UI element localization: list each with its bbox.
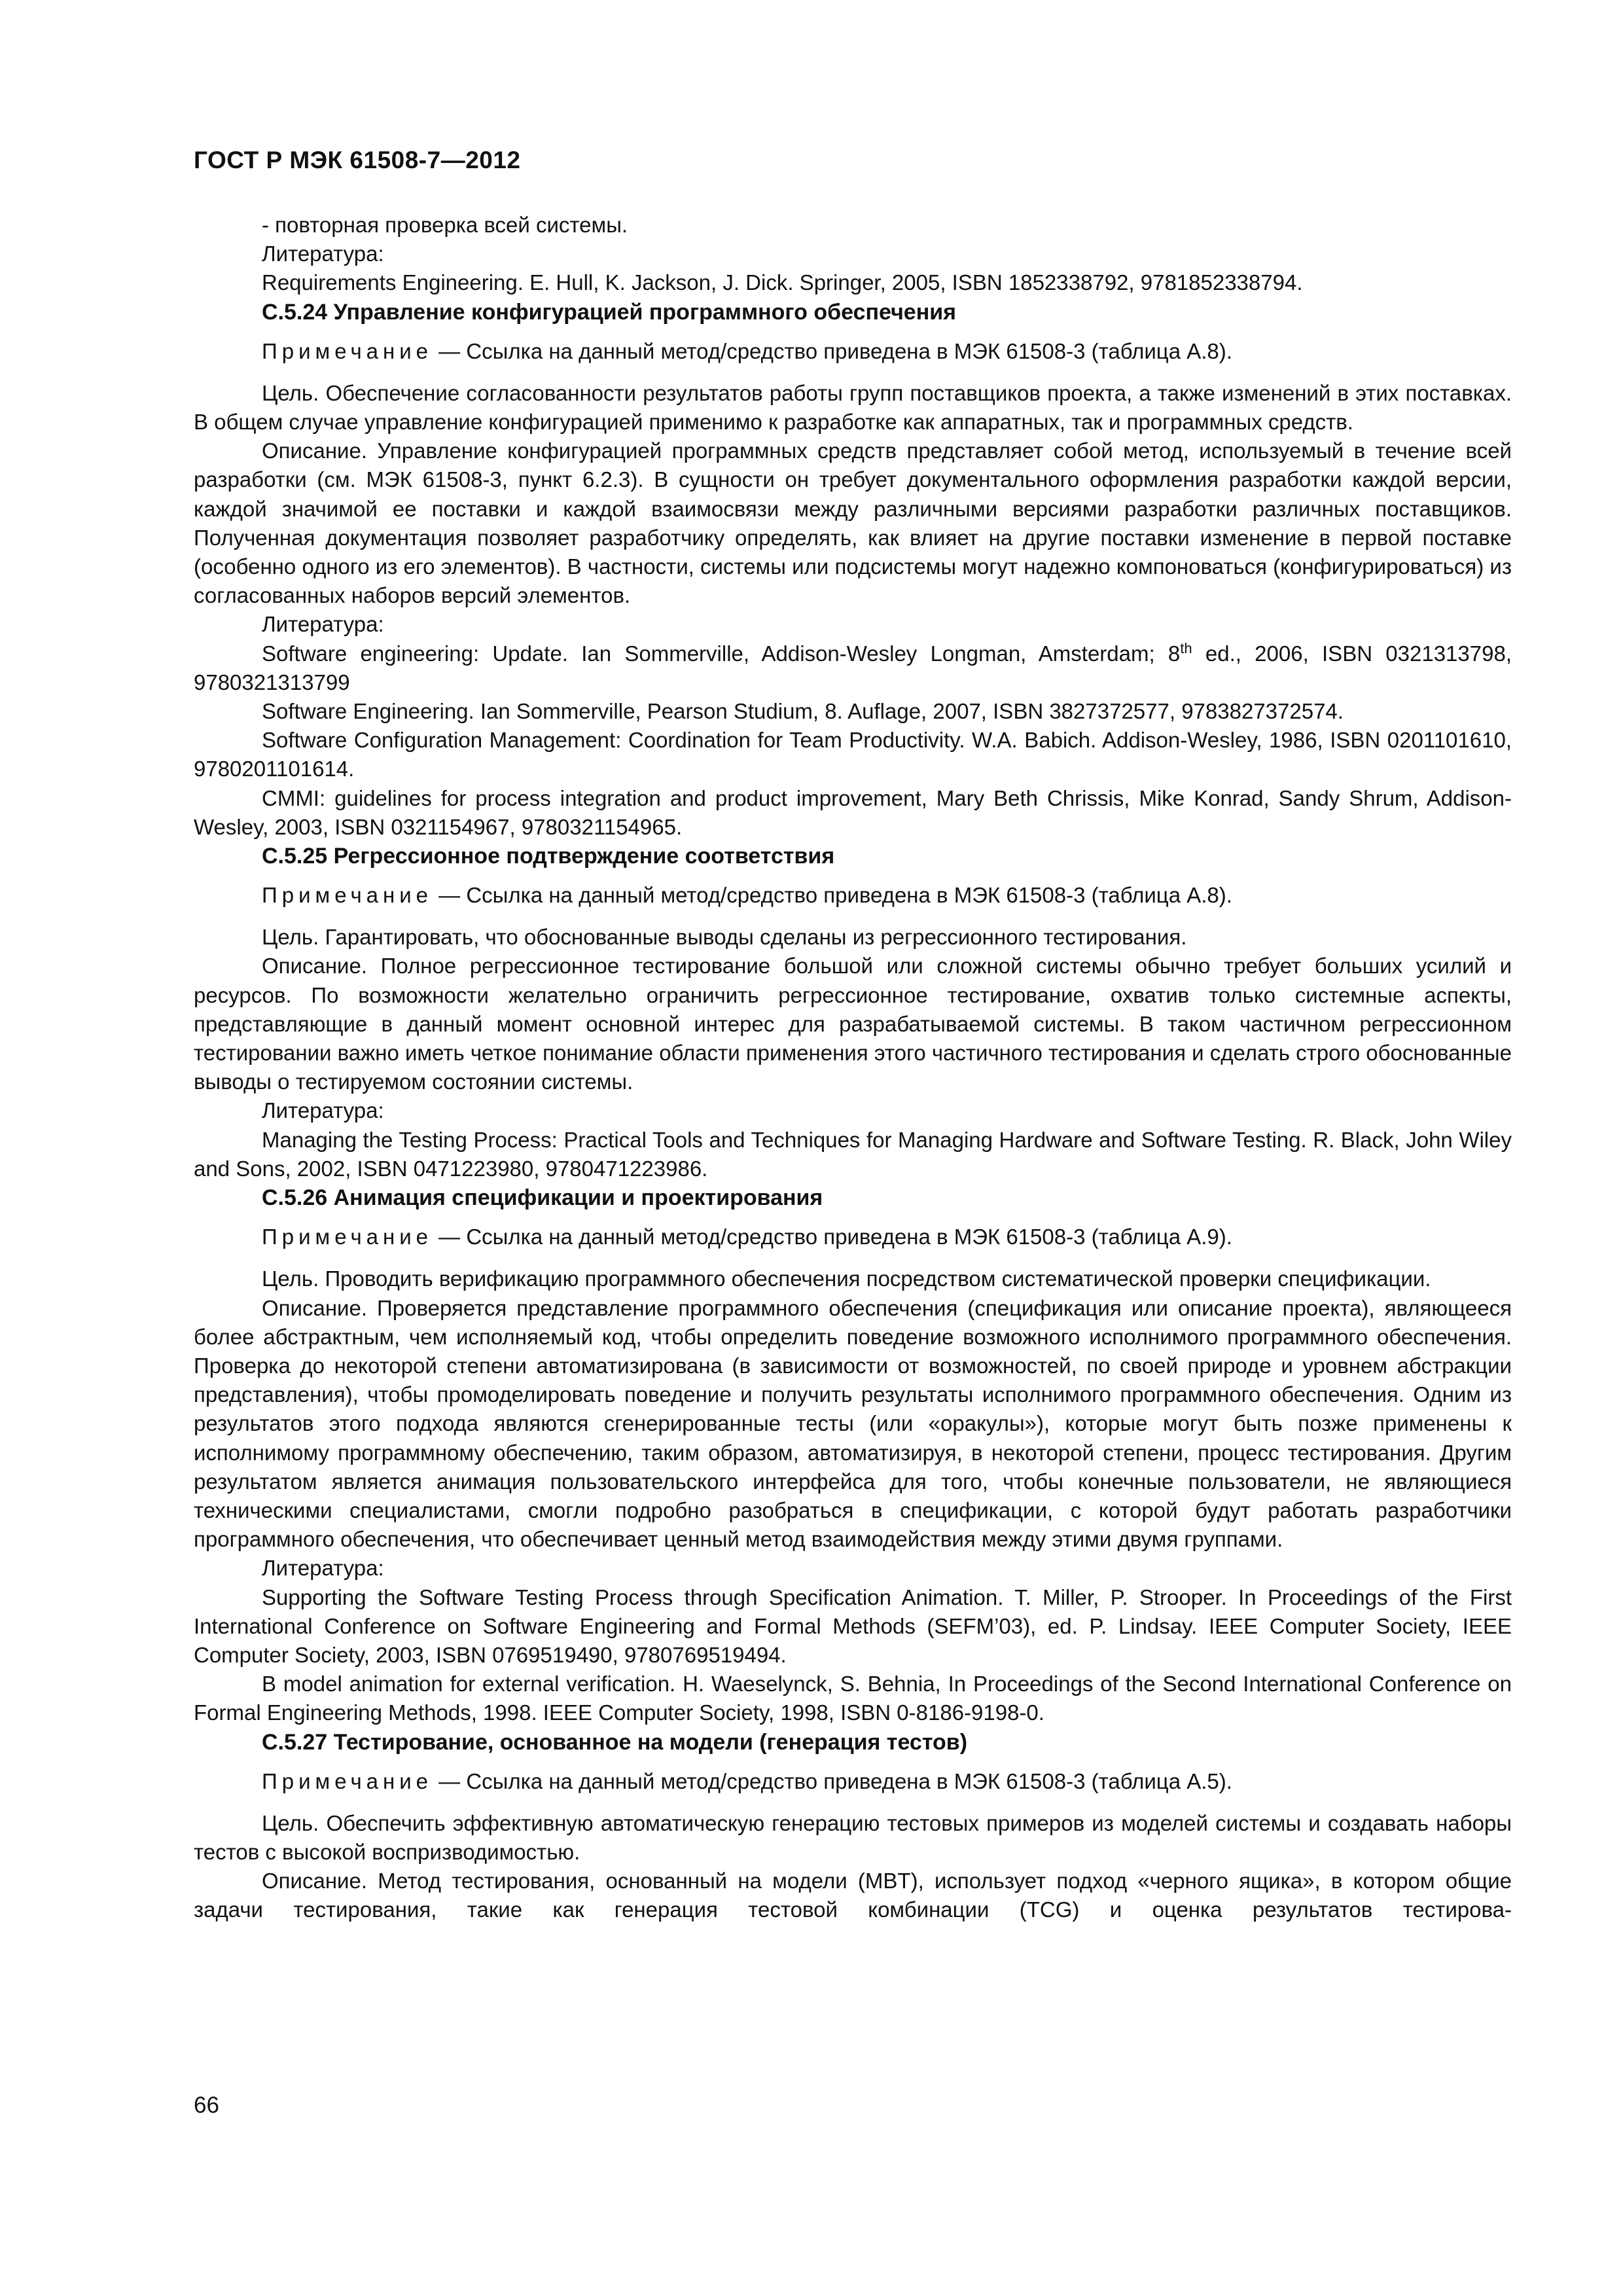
paragraph-goal: Цель. Обеспечение согласованности результатов работы групп поставщиков проекта, а также изменений в этих поставках. В общем случае управление конфигурацией применимо к разработке как аппаратных, так и программных средств. xyxy=(194,380,1512,435)
note-text: — Ссылка на данный метод/средство приведена в МЭК 61508-3 (таблица А.9). xyxy=(433,1225,1232,1249)
section-heading: С.5.24 Управление конфигурацией программного обеспечения xyxy=(262,299,956,325)
literature-label: Литература: xyxy=(262,612,384,637)
literature-label: Литература: xyxy=(262,1098,384,1123)
document-header: ГОСТ Р МЭК 61508-7—2012 xyxy=(194,147,521,173)
note-label: Примечание xyxy=(262,1768,433,1793)
page-number: 66 xyxy=(194,2092,219,2118)
document-body xyxy=(194,211,1512,1925)
paragraph-description: Описание. Управление конфигурацией программных средств представляет собой метод, используемый в течение всей разработки (см. МЭК 61508-3, пункт 6.2.3). В сущности он требует документального оформления разработки каждой версии, каждой значимой ее поставки и каждой взаимосвязи между различными версиями разработки различных поставщиков. Полученная документация позволяет разработчику определять, как влияет на другие поставки изменение в первой поставке (особенно одного из его элементов). В частности, системы или подсистемы могут надежно компоноваться (конфигурироваться) из согласованных наборов версий элементов. xyxy=(194,439,1512,608)
paragraph-goal: Цель. Гарантировать, что обоснованные выводы сделаны из регрессионного тестирования. xyxy=(262,925,1187,950)
literature-label: Литература: xyxy=(262,1556,384,1581)
note-text: — Ссылка на данный метод/средство приведена в МЭК 61508-3 (таблица А.5). xyxy=(433,1768,1232,1793)
paragraph-description: Описание. Полное регрессионное тестирование большой или сложной системы обычно требует больших усилий и ресурсов. По возможности желательно ограничить регрессионное тестирование, охватив только системные аспекты, представляющие в данный момент основной интерес для разрабатываемой системы. В таком частичном регрессионном тестировании важно иметь четкое понимание области применения этого частичного тестирования и сделать строго обоснованные выводы о тестируемом состоянии системы. xyxy=(194,954,1512,1094)
reference-item: CMMI: guidelines for process integration and product improvement, Mary Beth Chrissis, Mike Konrad, Sandy Shrum, Addison-Wesley, 2003, ISBN 0321154967, 9780321154965. xyxy=(194,785,1512,839)
paragraph-goal: Цель. Обеспечить эффективную автоматическую генерацию тестовых примеров из моделей системы и создавать наборы тестов с высокой воспризводимостью. xyxy=(194,1810,1512,1864)
reference-text: Software engineering: Update. Ian Sommerville, Addison-Wesley Longman, Amsterdam; 8 xyxy=(262,641,1181,666)
note-label: Примечание xyxy=(262,883,433,908)
section-heading: С.5.27 Тестирование, основанное на модели (генерация тестов) xyxy=(262,1729,968,1755)
note xyxy=(194,881,1512,910)
note xyxy=(194,1767,1512,1796)
literature-label: Литература: xyxy=(262,242,384,266)
reference-item: Requirements Engineering. E. Hull, K. Jackson, J. Dick. Springer, 2005, ISBN 1852338792, 9781852338794. xyxy=(262,270,1303,295)
section-heading: С.5.25 Регрессионное подтверждение соответствия xyxy=(262,844,835,869)
note-text: — Ссылка на данный метод/средство приведена в МЭК 61508-3 (таблица А.8). xyxy=(433,338,1232,363)
note xyxy=(194,1223,1512,1251)
note xyxy=(194,337,1512,366)
reference-item: Software Engineering. Ian Sommerville, Pearson Studium, 8. Auflage, 2007, ISBN 3827372577, 9783827372574. xyxy=(262,699,1344,724)
paragraph-goal: Цель. Проводить верификацию программного обеспечения посредством систематической проверки спецификации. xyxy=(262,1266,1431,1291)
paragraph-description: Описание. Метод тестирования, основанный на модели (MBT), использует подход «черного ящика», в котором общие задачи тестирования, такие как генерация тестовой комбинации (TCG) и оценка результатов тестирова- xyxy=(194,1869,1512,1922)
note-text: — Ссылка на данный метод/средство приведена в МЭК 61508-3 (таблица А.8). xyxy=(433,883,1232,908)
superscript: th xyxy=(1180,639,1192,656)
paragraph: - повторная проверка всей системы. xyxy=(262,213,628,237)
reference-item: Software Configuration Management: Coordination for Team Productivity. W.A. Babich. Addison-Wesley, 1986, ISBN 0201101610, 9780201101614. xyxy=(194,728,1512,781)
reference-item: Managing the Testing Process: Practical Tools and Techniques for Managing Hardware and Software Testing. R. Black, John Wiley and Sons, 2002, ISBN 0471223980, 9780471223986. xyxy=(194,1127,1512,1181)
note-label: Примечание xyxy=(262,338,433,363)
reference-item: B model animation for external verification. H. Waeselynck, S. Behnia, In Proceedings of the Second International Conference on Formal Engineering Methods, 1998. IEEE Computer Society, 1998, ISBN 0-8186-9198-0. xyxy=(194,1672,1512,1725)
reference-text: ed., 2006, ISBN 0321313798, 9780321313799 xyxy=(194,641,1512,694)
reference-item: Supporting the Software Testing Process through Specification Animation. T. Miller, P. Strooper. In Proceedings of the First International Conference on Software Engineering and Formal Methods (SEFM’03), ed. P. Lindsay. IEEE Computer Society, IEEE Computer Society, 2003, ISBN 0769519490, 9780769519494. xyxy=(194,1585,1512,1667)
paragraph-description: Описание. Проверяется представление программного обеспечения (спецификация или описание проекта), являющееся более абстрактным, чем исполняемый код, чтобы определить поведение возможного исполнимого программного обеспечения. Проверка до некоторой степени автоматизирована (в зависимости от возможностей, по своей природе и уровнем абстракции представления), чтобы промоделировать поведение и получить результаты исполнимого программного обеспечения. Одним из результатов этого подхода являются сгенерированные тесты (или «оракулы»), которые могут быть позже применены к исполнимому программному обеспечению, таким образом, автоматизируя, в некоторой степени, процесс тестирования. Другим результатом является анимация пользовательского интерфейса для того, чтобы конечные пользователи, не являющиеся техническими специалистами, смогли подробно разобраться в спецификации, с которой будут работать разработчики программного обеспечения, что обеспечивает ценный метод взаимодействия между этими двумя группами. xyxy=(194,1295,1512,1552)
section-heading: С.5.26 Анимация спецификации и проектирования xyxy=(262,1185,823,1211)
reference-item xyxy=(194,639,1512,697)
note-label: Примечание xyxy=(262,1225,433,1249)
